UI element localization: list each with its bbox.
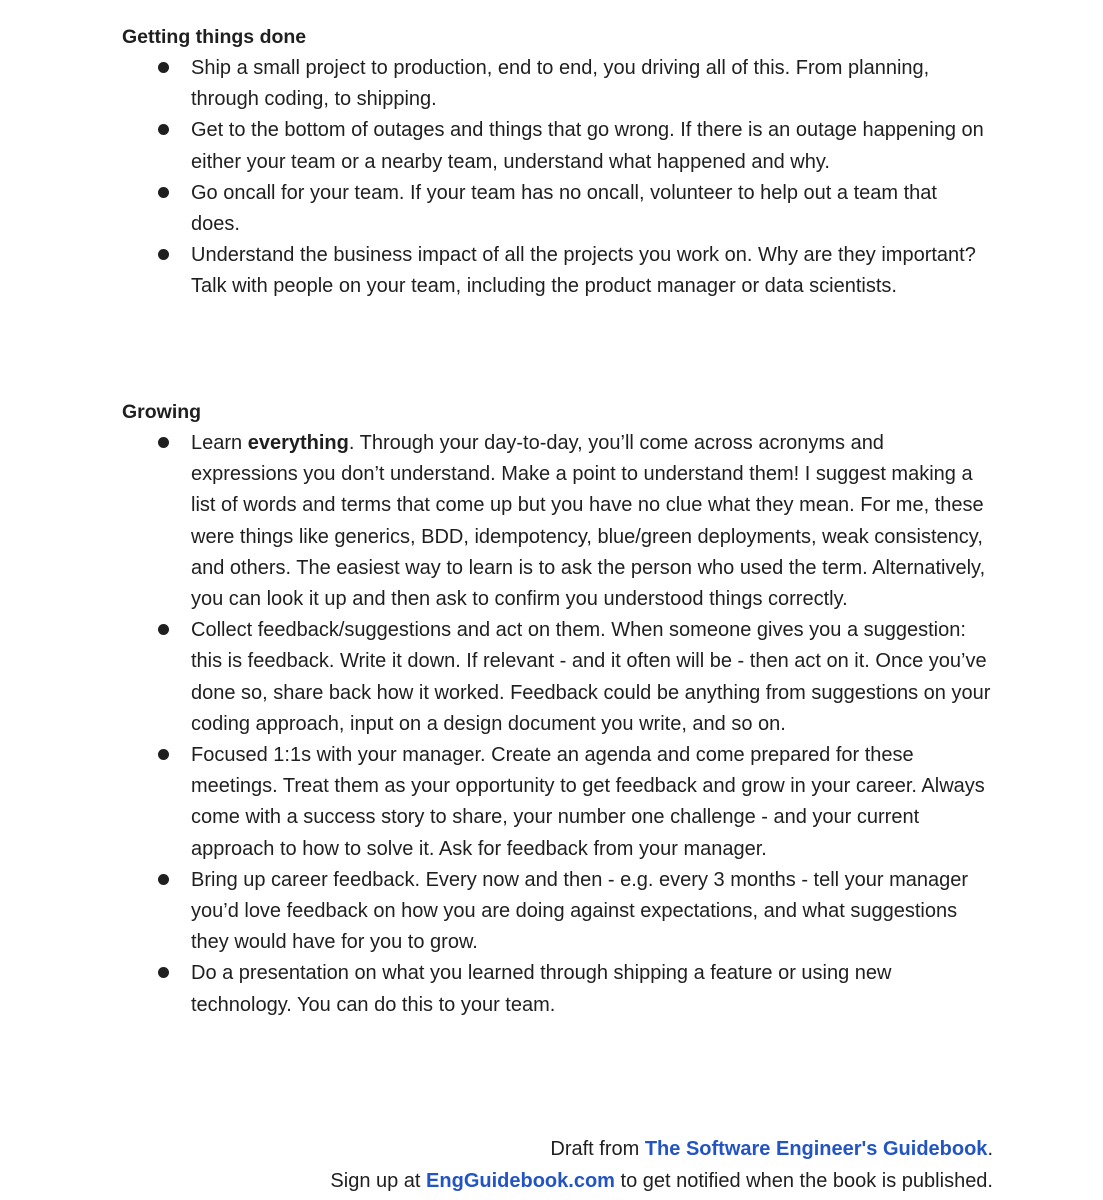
list-item bbox=[0, 865, 991, 959]
bullet-icon bbox=[158, 249, 169, 260]
section-heading-getting-things-done: Getting things done bbox=[122, 26, 307, 48]
footer-line-2 bbox=[330, 1165, 993, 1197]
bullet-icon bbox=[158, 437, 169, 448]
footer-notify-text: to get notified when the book is published. bbox=[614, 1170, 993, 1192]
list-item-text: Bring up career feedback. Every now and then - e.g. every 3 months - tell your manager you’d love feedback on how you are doing against expectations, and what suggestions they would have for you to grow. bbox=[191, 868, 969, 954]
list-item-text: Understand the business impact of all the projects you work on. Why are they important? Talk with people on your team, including the product manager or data scientists. bbox=[191, 244, 976, 298]
list-item-text: Go oncall for your team. If your team has no oncall, volunteer to help out a team that does. bbox=[191, 181, 937, 236]
bullet-icon bbox=[158, 874, 169, 885]
bullet-icon bbox=[158, 62, 169, 73]
list-item-text: Collect feedback/suggestions and act on them. When someone gives you a suggestion: this is feedback. Write it down. If relevant - and it often will be - then act on it. Once you’ve done so, share back how it worked. Feedback could be anything from suggestions on your coding approach, input on a design document you write, and so on. bbox=[191, 619, 991, 735]
list-item bbox=[0, 178, 991, 240]
footer-line-1 bbox=[330, 1133, 993, 1165]
bullet-icon bbox=[158, 124, 169, 135]
list-item bbox=[0, 958, 991, 1020]
list-item bbox=[0, 240, 991, 302]
bullet-icon bbox=[158, 967, 169, 978]
list-item bbox=[0, 53, 991, 115]
footer bbox=[330, 1133, 993, 1197]
footer-draft-text: Draft from bbox=[550, 1138, 645, 1160]
guidebook-title-link[interactable]: The Software Engineer's Guidebook bbox=[644, 1138, 988, 1160]
list-item-text: Ship a small project to production, end to end, you driving all of this. From planning, through coding, to shipping. bbox=[191, 57, 930, 111]
list-item-text: Do a presentation on what you learned through shipping a feature or using new technology. You can do this to your team. bbox=[191, 962, 892, 1016]
engguidebook-link[interactable]: EngGuidebook.com bbox=[426, 1170, 615, 1192]
list-item bbox=[0, 428, 991, 615]
list-item-text: Get to the bottom of outages and things that go wrong. If there is an outage happening on either your team or a nearby team, understand what happened and why. bbox=[191, 119, 984, 173]
list-item bbox=[0, 115, 991, 177]
footer-signup-text: Sign up at bbox=[330, 1170, 427, 1192]
list-item-prefix: Learn bbox=[191, 432, 248, 454]
bullet-icon bbox=[158, 624, 169, 635]
emphasis-text: everything bbox=[247, 432, 349, 454]
list-item-text: Focused 1:1s with your manager. Create an agenda and come prepared for these meetings. Treat them as your opportunity to get feedback and grow in your career. Always come with a success story to share, your number one challenge - and your current approach to how to solve it. Ask for feedback from your manager. bbox=[191, 744, 985, 860]
list-item bbox=[0, 740, 991, 865]
bullet-icon bbox=[158, 187, 169, 198]
getting-things-done-list bbox=[0, 53, 1103, 303]
bullet-icon bbox=[158, 749, 169, 760]
list-item-text: . Through your day-to-day, you’ll come across acronyms and expressions you don’t understand. Make a point to understand them! I suggest making a list of words and terms that come up but you have no clue what they mean. For me, these were things like generics, BDD, idempotency, blue/green deployments, weak consistency, and others. The easiest way to learn is to ask the person who used the term. Alternatively, you can look it up and then ask to confirm you understood things correctly. bbox=[191, 432, 986, 611]
growing-list bbox=[0, 428, 1103, 1021]
list-item bbox=[0, 615, 991, 740]
section-heading-growing: Growing bbox=[122, 401, 202, 423]
footer-period: . bbox=[987, 1138, 993, 1160]
